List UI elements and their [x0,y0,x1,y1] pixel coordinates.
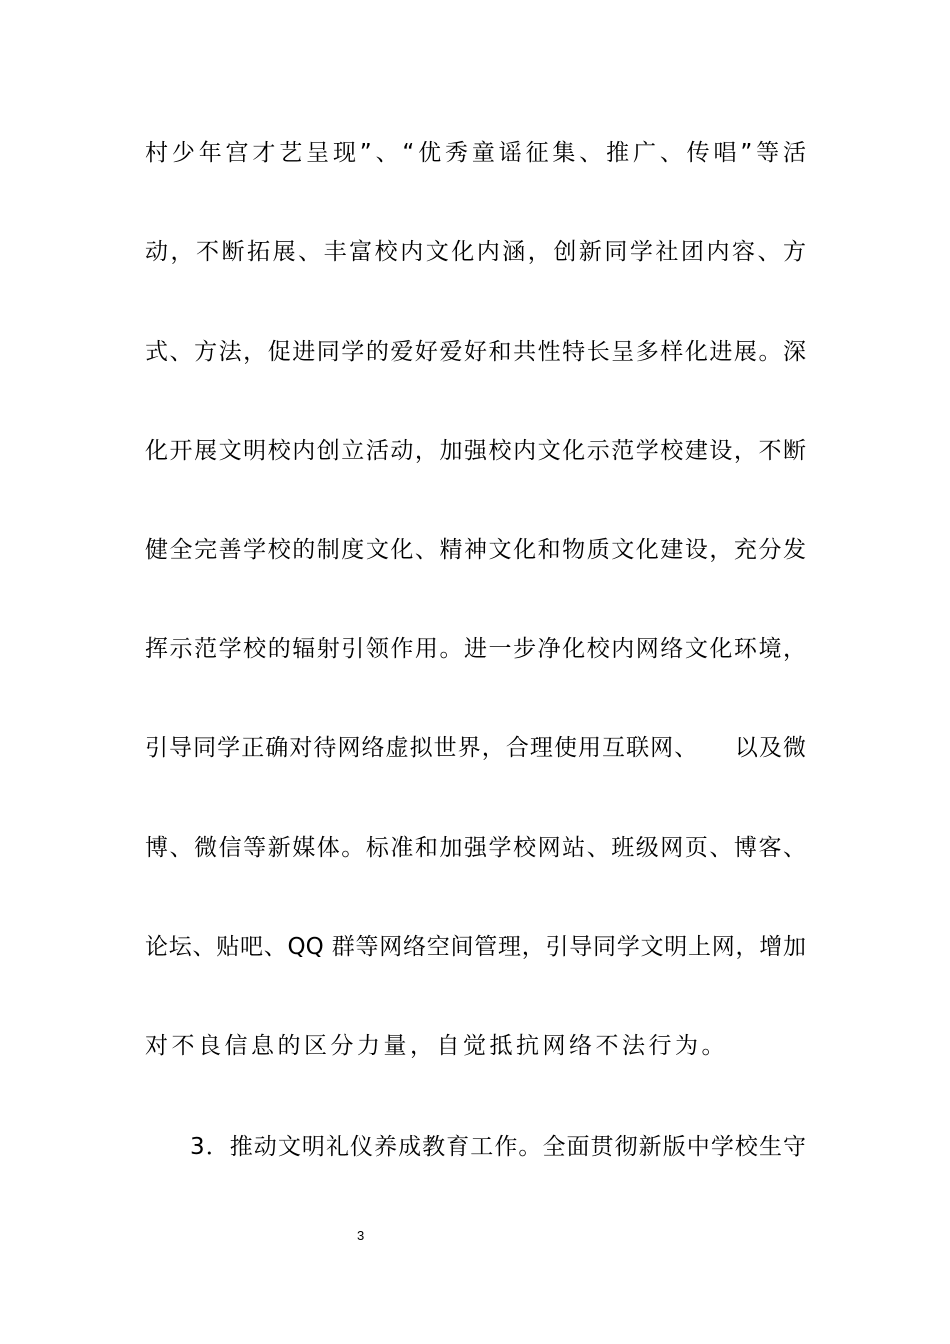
paragraph-line: 式、方法，促进同学的爱好爱好和共性特长呈多样化进展。深 [145,339,806,365]
paragraph-line: 对不良信息的区分力量，自觉抵抗网络不法行为。 [145,1033,728,1059]
paragraph-line: 动，不断拓展、丰富校内文化内涵，创新同学社团内容、方 [145,239,806,265]
page-number: 3 [357,1228,365,1243]
paragraph-line: 健全完善学校的制度文化、精神文化和物质文化建设，充分发 [145,537,806,563]
section-heading-line: 3．推动文明礼仪养成教育工作。全面贯彻新版中学校生守 [190,1134,806,1160]
paragraph-line: 挥示范学校的辐射引领作用。进一步净化校内网络文化环境， [145,636,806,662]
paragraph-line: 村少年宫才艺呈现”、“优秀童谣征集、推广、传唱”等活 [145,140,806,166]
paragraph-line: 论坛、贴吧、QQ 群等网络空间管理，引导同学文明上网，增加 [145,934,806,960]
paragraph-line: 化开展文明校内创立活动，加强校内文化示范学校建设，不断 [145,438,806,464]
paragraph-line: 引导同学正确对待网络虚拟世界，合理使用互联网、 以及微 [145,735,806,761]
paragraph-line: 博、微信等新媒体。标准和加强学校网站、班级网页、博客、 [145,835,806,861]
